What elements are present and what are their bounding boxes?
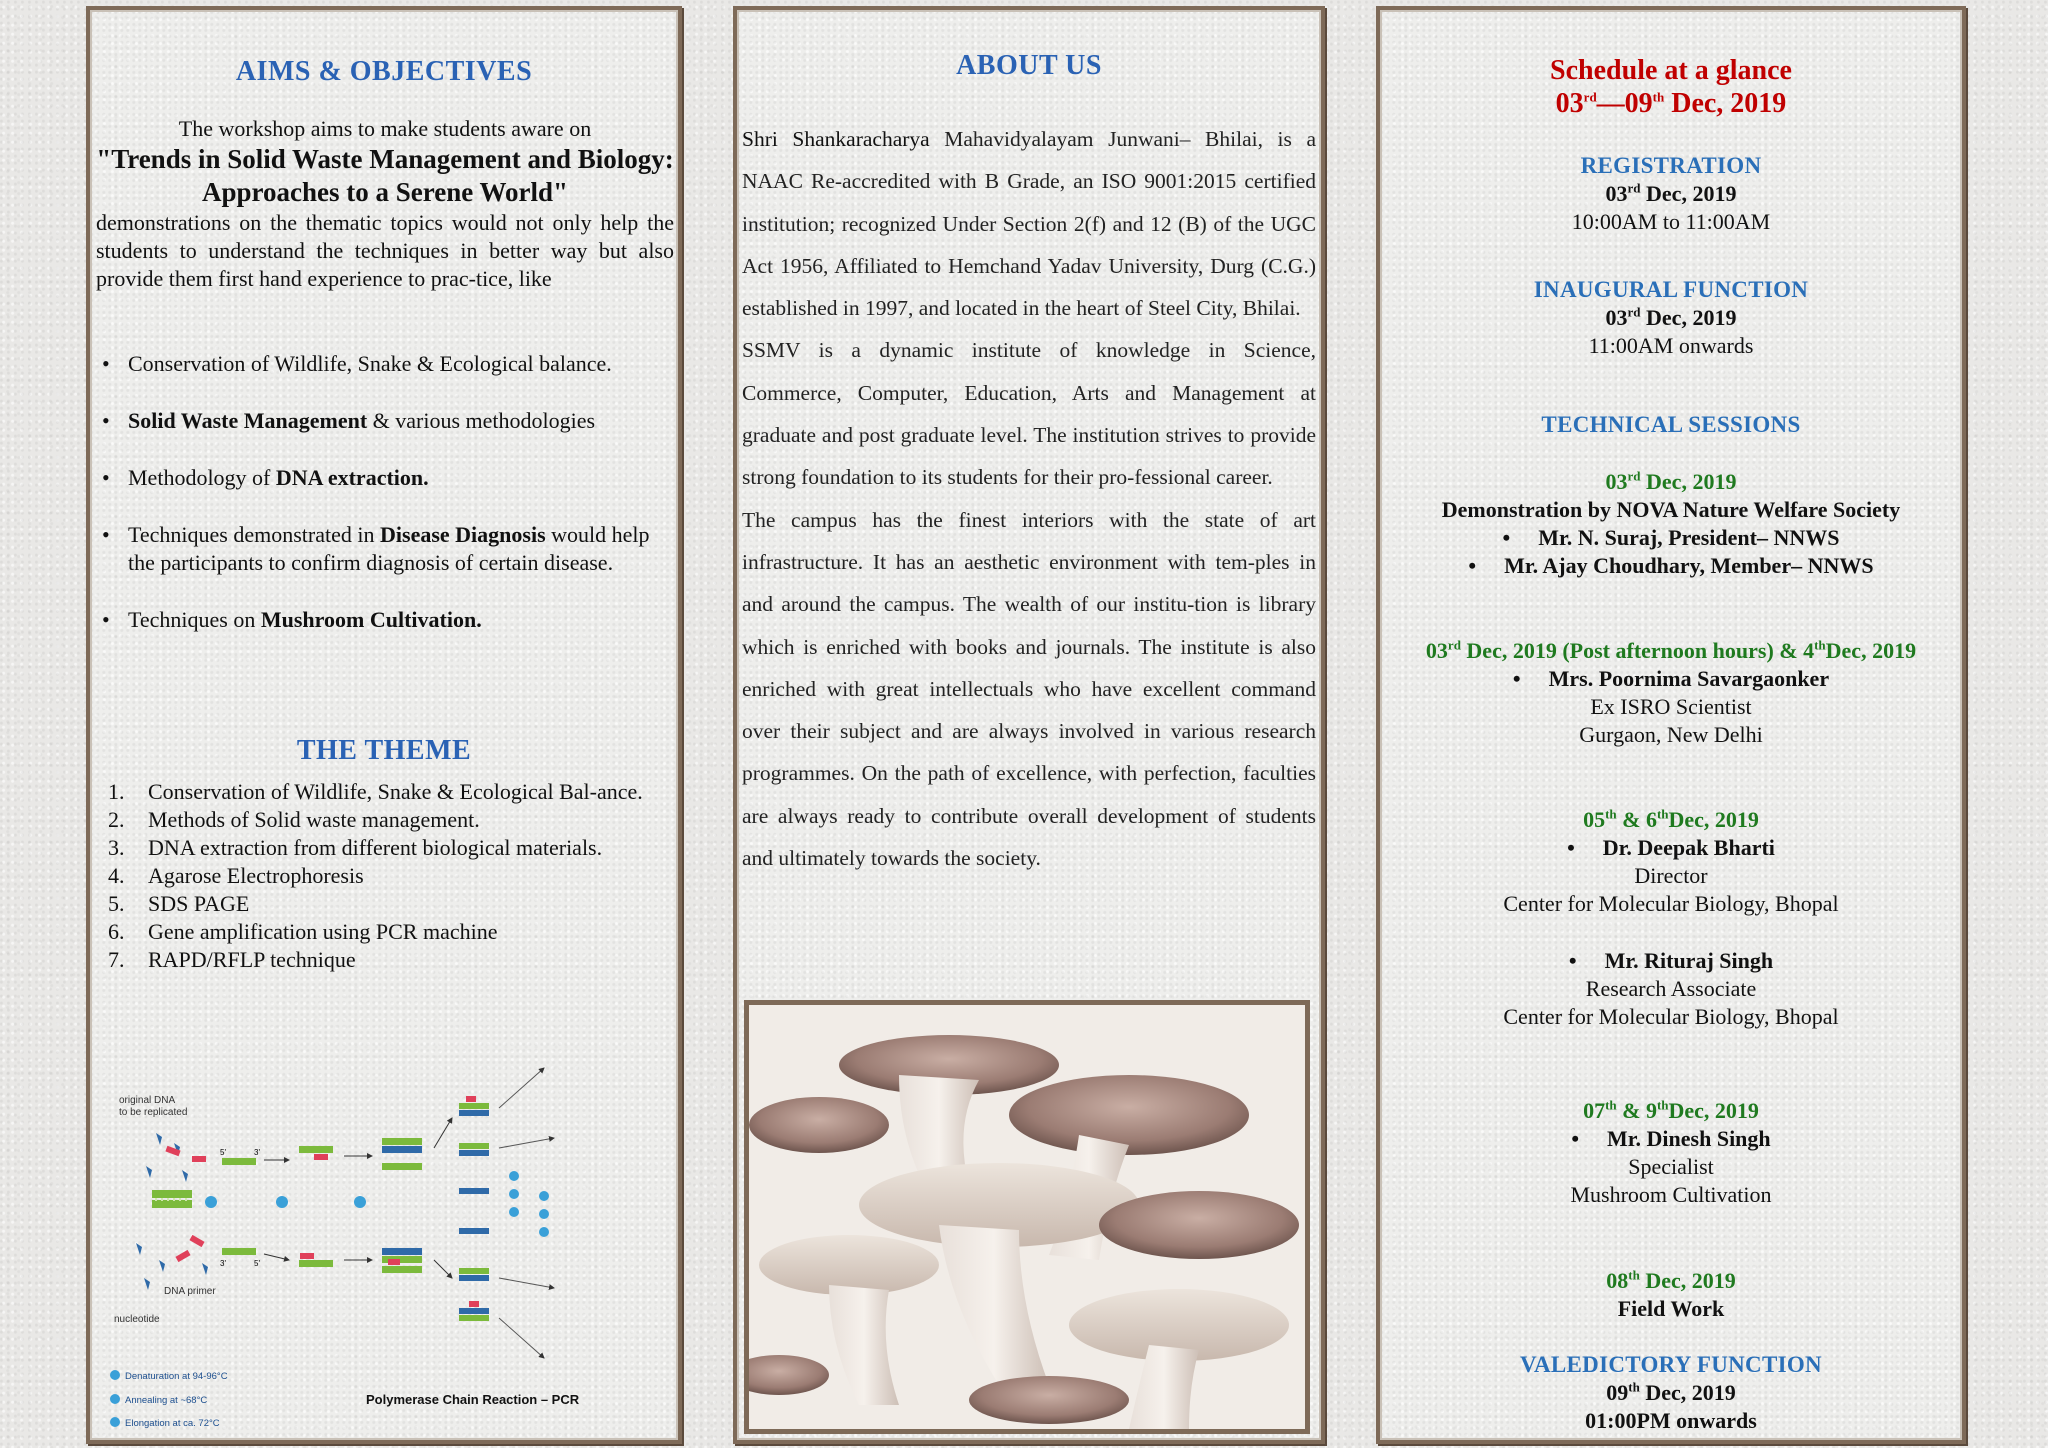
pcr-step-annealing: Annealing at ~68°C (125, 1395, 208, 1406)
list-item: 2. Methods of Solid waste management. (108, 807, 480, 832)
list-item: 7. RAPD/RFLP technique (108, 947, 356, 972)
svg-text:5': 5' (254, 1259, 260, 1268)
inaugural-time: 11:00AM onwards (1588, 333, 1754, 358)
mushroom-photo (744, 1000, 1310, 1434)
svg-text:5': 5' (220, 1148, 226, 1157)
list-item: 5. SDS PAGE (108, 891, 250, 916)
session-4-speaker: • Mr. Dinesh Singh (1380, 1125, 1962, 1153)
session-2: 03rd Dec, 2019 (Post afternoon hours) & 4thDec, 2019 • Mrs. Poornima Savargaonker Ex ISRO Scientist Gurgaon, New Delhi (1380, 637, 1962, 749)
session-1-presenter-2: • Mr. Ajay Choudhary, Member– NNWS (1380, 552, 1962, 580)
pcr-caption: Polymerase Chain Reaction – PCR (366, 1392, 580, 1407)
original-dna-strand (152, 1190, 192, 1208)
schedule-date-range: 03rd—09th Dec, 2019 (1555, 88, 1787, 119)
list-item: 3. DNA extraction from different biological materials. (108, 835, 603, 860)
list-item: 6. Gene amplification using PCR machine (108, 919, 498, 944)
pcr-cycle-4 (434, 1068, 554, 1358)
aims-heading: AIMS & OBJECTIVES (235, 56, 533, 87)
technical-heading-block (1380, 411, 1962, 439)
pcr-step-elongation: Elongation at ca. 72°C (125, 1418, 220, 1429)
pcr-cycle-2 (264, 1146, 333, 1267)
aims-panel (86, 6, 682, 1444)
schedule-panel (1376, 6, 1966, 1444)
about-paragraph-3: The campus has the finest interiors with the state of art infrastructure. It has an aesthetic environment with tem-ples in and around the campus. The wealth of our institu-tion is library which is enriched with books and journals. The institute is also enriched with great intellectuals who have excellent command over their subject and are always involved in various research programmes. On the path of excellence, with perfection, faculties are always ready to contribute overall development of students and ultimately towards the society. (742, 507, 1316, 871)
theme-heading: THE THEME (296, 735, 472, 766)
pcr-cycle-1 (220, 1148, 260, 1268)
intro-rest: demonstrations on the thematic topics would not only help the students to understand the techniques in better way but also provide them first hand experience to prac-tice, like (96, 210, 674, 291)
list-item: • Techniques demonstrated in Disease Diagnosis would help the participants to confirm diagnosis of certain disease. (96, 521, 674, 577)
theme-list (96, 778, 674, 974)
list-item: • Techniques on Mushroom Cultivation. (96, 606, 674, 634)
technical-heading: TECHNICAL SESSIONS (1541, 412, 1801, 437)
valedictory-heading: VALEDICTORY FUNCTION (1520, 1352, 1822, 1377)
inaugural-block: INAUGURAL FUNCTION 03rd Dec, 2019 11:00AM onwards (1380, 276, 1962, 360)
session-4: 07th & 9thDec, 2019 • Mr. Dinesh Singh Specialist Mushroom Cultivation (1380, 1097, 1962, 1209)
about-panel (733, 6, 1325, 1444)
pcr-diagram (104, 1048, 664, 1438)
about-paragraph-2: SSMV is a dynamic institute of knowledge in Science, Commerce, Computer, Education, Arts and Management at graduate and post graduate level. The institution strives to provide strong foundation to its students for their pro-fessional career. (742, 338, 1316, 490)
session-3-speaker-2: • Mr. Rituraj Singh (1380, 947, 1962, 975)
list-item: • Solid Waste Management & various methodologies (96, 407, 674, 435)
aims-intro (96, 115, 674, 293)
about-paragraph-1: Shri Shankaracharya Mahavidyalayam Junwani– Bhilai, is a NAAC Re-accredited with B Grade, an ISO 9001:2015 certified institution; recognized Under Section 2(f) and 12 (B) of the UGC Act 1956, Affiliated to Hemchand Yadav University, Durg (C.G.) established in 1997, and located in the heart of Steel City, Bhilai. (742, 127, 1317, 321)
schedule-title: Schedule at a glance (1550, 55, 1792, 86)
pcr-label-primer: DNA primer (164, 1286, 216, 1297)
session-3-speaker-1: • Dr. Deepak Bharti (1380, 834, 1962, 862)
pcr-step-denaturation: Denaturation at 94-96°C (125, 1371, 228, 1382)
inaugural-heading: INAUGURAL FUNCTION (1533, 277, 1809, 302)
registration-time: 10:00AM to 11:00AM (1571, 209, 1771, 234)
svg-text:3': 3' (220, 1259, 226, 1268)
valedictory-block: VALEDICTORY FUNCTION 09th Dec, 2019 01:00PM onwards (1380, 1351, 1962, 1435)
about-heading: ABOUT US (956, 50, 1102, 81)
about-text (742, 118, 1316, 879)
list-item: • Conservation of Wildlife, Snake & Ecological balance. (96, 350, 674, 378)
pcr-label-original: original DNA (119, 1095, 176, 1106)
workshop-title: "Trends in Solid Waste Management and Biology: Approaches to a Serene World" (96, 144, 674, 207)
pcr-label-replicated: to be replicated (119, 1107, 188, 1118)
session-5: 08th Dec, 2019 Field Work (1380, 1267, 1962, 1323)
mushroom-image (749, 1005, 1305, 1429)
registration-block: REGISTRATION 03rd Dec, 2019 10:00AM to 11:00AM (1380, 152, 1962, 236)
list-item: 1. Conservation of Wildlife, Snake & Ecological Bal-ance. (108, 779, 643, 804)
svg-text:3': 3' (254, 1148, 260, 1157)
session-5-activity: Field Work (1617, 1296, 1725, 1321)
institution-name: Shri Shankaracharya (742, 127, 930, 151)
pcr-legend (110, 1370, 228, 1429)
session-1-title: Demonstration by NOVA Nature Welfare Society (1441, 497, 1901, 522)
session-1: 03rd Dec, 2019 Demonstration by NOVA Nature Welfare Society • Mr. N. Suraj, President– NNWS • Mr. Ajay Choudhary, Member– NNWS (1380, 468, 1962, 580)
session-3: 05th & 6thDec, 2019 • Dr. Deepak Bharti Director Center for Molecular Biology, Bhopal • Mr. Rituraj Singh Research Associate Center for Molecular Biology, Bhopal (1380, 806, 1962, 1031)
pcr-label-nucleotide: nucleotide (114, 1314, 160, 1325)
objectives-list (96, 350, 674, 634)
session-2-speaker: • Mrs. Poornima Savargaonker (1380, 665, 1962, 693)
intro-line: The workshop aims to make students aware on (178, 116, 592, 141)
list-item: 4. Agarose Electrophoresis (108, 863, 364, 888)
session-1-presenter-1: • Mr. N. Suraj, President– NNWS (1380, 524, 1962, 552)
valedictory-time: 01:00PM onwards (1585, 1408, 1757, 1433)
registration-heading: REGISTRATION (1580, 153, 1762, 178)
list-item: • Methodology of DNA extraction. (96, 464, 674, 492)
